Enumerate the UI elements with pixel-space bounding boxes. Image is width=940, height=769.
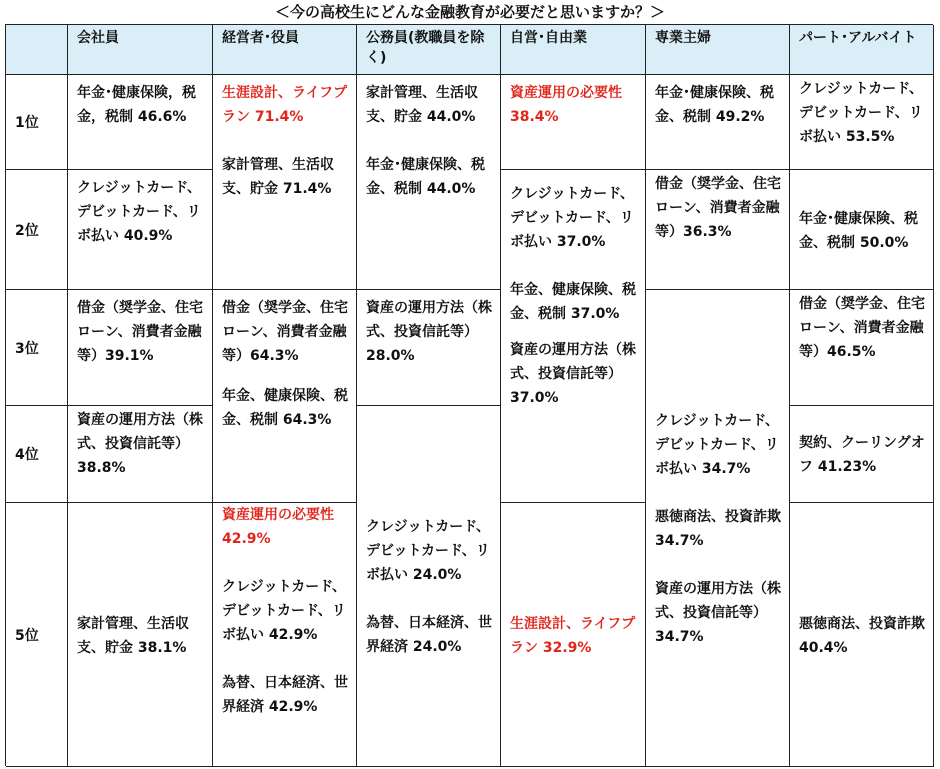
header-koumuin: 公務員(教職員を除く) [357,25,501,75]
cell-text-highlight: 生涯設計、ライフプラン 32.9% [510,615,636,656]
cell-text: 年金･健康保険、税金、税制 44.0% [366,157,485,197]
spacer [510,254,637,278]
spacer [222,647,348,671]
rank-3: 3位 [6,290,68,406]
spacer [222,129,348,153]
header-kaishain: 会社員 [68,25,213,75]
cell-shufu-rank2: 借金（奨学金、住宅ローン、消費者金融等）36.3% [646,170,790,290]
spacer [510,326,637,338]
header-corner [6,25,68,75]
cell-part-rank3: 借金（奨学金、住宅ローン、消費者金融等）46.5% [790,290,934,406]
rank-5: 5位 [6,503,68,767]
cell-kaishain-rank2: クレジットカード、デビットカード、リボ払い 40.9% [68,170,213,290]
cell-keieisha-rank3-4 [213,290,357,503]
cell-text: 年金、健康保険、税金、税制 64.3% [222,388,348,428]
cell-text: 資産の運用方法（株式、投資信託等）37.0% [510,342,636,406]
cell-text: 悪徳商法、投資詐欺 34.7% [655,509,781,549]
table-title: ＜今の高校生にどんな金融教育が必要だと思いますか？＞ [274,3,665,21]
cell-text-highlight: 資産運用の必要性 42.9% [222,507,334,547]
header-part: パート･アルバイト [790,25,934,75]
cell-koumuin-rank4-5 [357,406,501,767]
cell-kaishain-rank3: 借金（奨学金、住宅ローン、消費者金融等）39.1% [68,290,213,406]
cell-part-rank1: クレジットカード、デビットカード、リボ払い 53.5% [790,75,934,170]
cell-text: クレジットカード、デビットカード、リボ払い 24.0% [366,519,490,583]
cell-text: 借金（奨学金、住宅ローン、消費者金融等）64.3% [222,300,348,364]
cell-text: 悪徳商法、投資詐欺 40.4% [799,615,925,656]
cell-part-rank2 [790,170,934,290]
cell-shufu-rank3-5 [646,290,790,767]
cell-jiei-rank2-4 [501,170,646,503]
cell-keieisha-rank1-2 [213,75,357,290]
rank-4: 4位 [6,406,68,503]
cell-shufu-rank1: 年金･健康保険、税金、税制 49.2% [646,75,790,170]
spacer [655,481,781,505]
spacer [655,553,781,577]
cell-keieisha-rank5 [213,503,357,767]
spacer [366,587,492,611]
cell-text-highlight: 資産運用の必要性 38.4% [510,85,622,125]
cell-text: 年金･健康保険、税金、税制 50.0% [799,210,918,251]
survey-table [5,24,933,766]
cell-kaishain-rank1: 年金･健康保険，税金，税制 46.6% [68,75,213,170]
cell-text: 契約、クーリングオフ 41.23% [799,435,925,475]
cell-text: 為替、日本経済、世界経済 24.0% [366,615,492,655]
cell-part-rank5 [790,503,934,767]
header-keieisha: 経営者･役員 [213,25,357,75]
cell-koumuin-rank3: 資産の運用方法（株式、投資信託等）28.0% [357,290,501,406]
cell-koumuin-rank1-2 [357,75,501,290]
rank-1: 1位 [6,75,68,170]
cell-text: 年金、健康保険、税金、税制 37.0% [510,282,636,322]
cell-kaishain-rank5 [68,503,213,767]
cell-jiei-rank1 [501,75,646,170]
cell-text: 家計管理、生活収支、貯金 38.1% [77,615,189,656]
cell-jiei-rank5 [501,503,646,767]
spacer [222,368,348,384]
rank-2: 2位 [6,170,68,290]
cell-text: クレジットカード、デビットカード、リボ払い 34.7% [655,413,779,477]
spacer [366,129,492,153]
header-shufu: 専業主婦 [646,25,790,75]
spacer [222,551,348,575]
cell-text: クレジットカード、デビットカード、リボ払い 42.9% [222,579,346,643]
cell-text: クレジットカード、デビットカード、リボ払い 37.0% [510,186,634,250]
cell-text: 資産の運用方法（株式、投資信託等）34.7% [655,581,781,645]
cell-part-rank4 [790,406,934,503]
cell-text-highlight: 生涯設計、ライフプラン 71.4% [222,85,348,125]
cell-text: 家計管理、生活収支、貯金 71.4% [222,157,334,197]
cell-text: 為替、日本経済、世界経済 42.9% [222,675,348,715]
header-jiei: 自営･自由業 [501,25,646,75]
cell-kaishain-rank4: 資産の運用方法（株式、投資信託等）38.8% [68,406,213,503]
cell-text: 家計管理、生活収支、貯金 44.0% [366,85,478,125]
